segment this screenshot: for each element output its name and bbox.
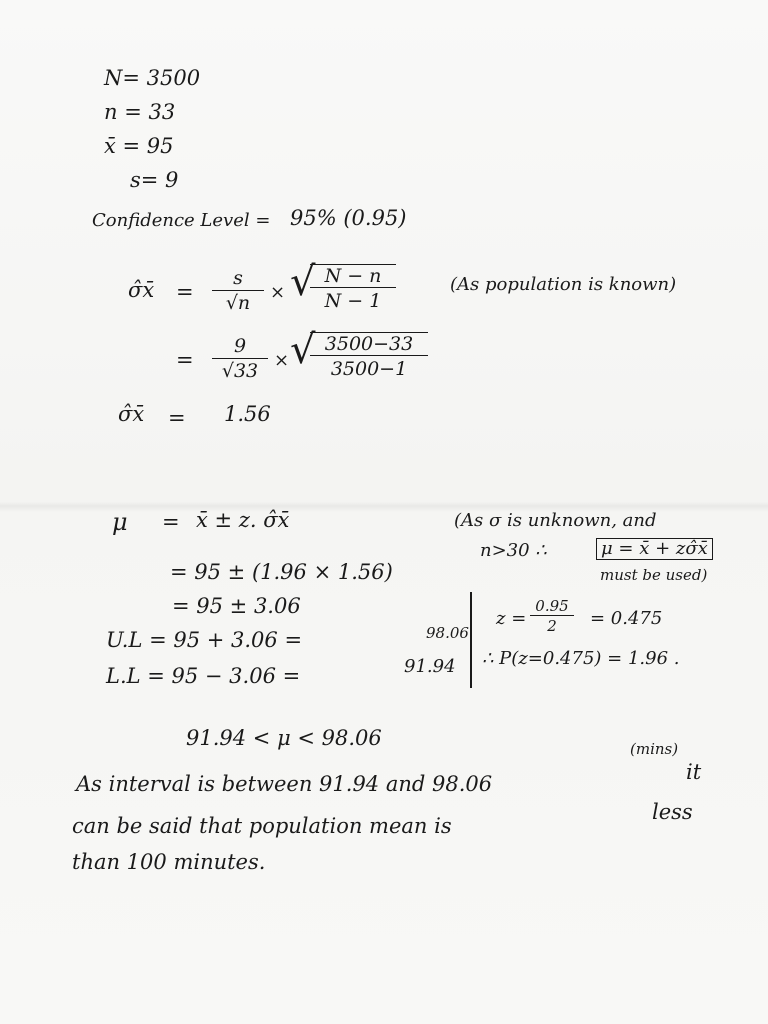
conclusion-line-3: than 100 minutes. [72,850,266,874]
fraction-denominator: √33 [221,359,259,382]
se-result-value: 1.56 [224,402,271,426]
z-equals: z = [496,608,527,629]
fraction-s-over-root-n [212,268,264,315]
se-equals: = [176,280,194,304]
side-note-1: (As σ is unknown, and [454,510,657,531]
z-denominator: 2 [547,617,557,636]
fraction-9-over-root-33 [212,336,268,383]
lower-limit: L.L = 95 − 3.06 = [106,664,301,688]
interval-step-1: = 95 ± (1.96 × 1.56) [170,560,393,584]
confidence-value: 95% (0.95) [290,206,407,230]
mu-symbol: μ [112,508,128,536]
confidence-label: Confidence Level = [92,210,271,231]
side-note-3: must be used) [600,566,708,584]
upper-limit-value: 98.06 [426,624,469,642]
se-result-equals: = [168,406,186,430]
radical-numerator: N − n [310,265,396,288]
probability-line: ∴ P(z=0.475) = 1.96 . [482,648,680,669]
given-xbar: x̄ = 95 [104,134,174,158]
interval-step-2: = 95 ± 3.06 [172,594,301,618]
conclusion-line-2: can be said that population mean is [72,814,452,838]
z-value: = 0.475 [590,608,663,629]
interval-formula: x̄ ± z. σ̂x̄ [196,508,290,532]
given-s: s= 9 [130,168,179,192]
times-sign-2: × [274,350,290,371]
z-numerator: 0.95 [530,598,574,616]
times-sign: × [270,282,286,303]
fpc-radical-numeric [290,327,440,388]
interval-result: 91.94 < μ < 98.06 [186,726,382,750]
lower-limit-value: 91.94 [404,656,456,677]
given-n: n = 33 [104,100,176,124]
conclusion-line-1: As interval is between 91.94 and 98.06 [76,772,493,796]
fraction-numerator: s [212,268,264,291]
radical-icon: √ [290,259,316,305]
conclusion-it: it [686,760,702,784]
side-note-2: n>30 ∴ [480,540,547,561]
conclusion-less: less [652,800,693,824]
upper-limit: U.L = 95 + 3.06 = [106,628,303,652]
units-label: (mins) [630,740,679,758]
fraction-denominator: √n [225,291,251,314]
divider-line [470,592,472,688]
radical-denominator: 3500−1 [330,358,408,380]
radical-numerator: 3500−33 [310,333,428,356]
population-note: (As population is known) [450,274,677,295]
given-N: N= 3500 [104,66,201,90]
se-result-symbol: σ̂x̄ [118,402,145,426]
se-equals-2: = [176,348,194,372]
z-fraction [530,598,574,636]
radical-icon: √ [290,327,316,373]
radical-denominator: N − 1 [324,290,382,312]
mu-equals: = [162,510,180,534]
fpc-radical [290,259,400,318]
fraction-numerator: 9 [212,336,268,359]
se-symbol: σ̂x̄ [128,278,155,302]
boxed-formula: μ = x̄ + zσ̂x̄ [596,538,713,560]
